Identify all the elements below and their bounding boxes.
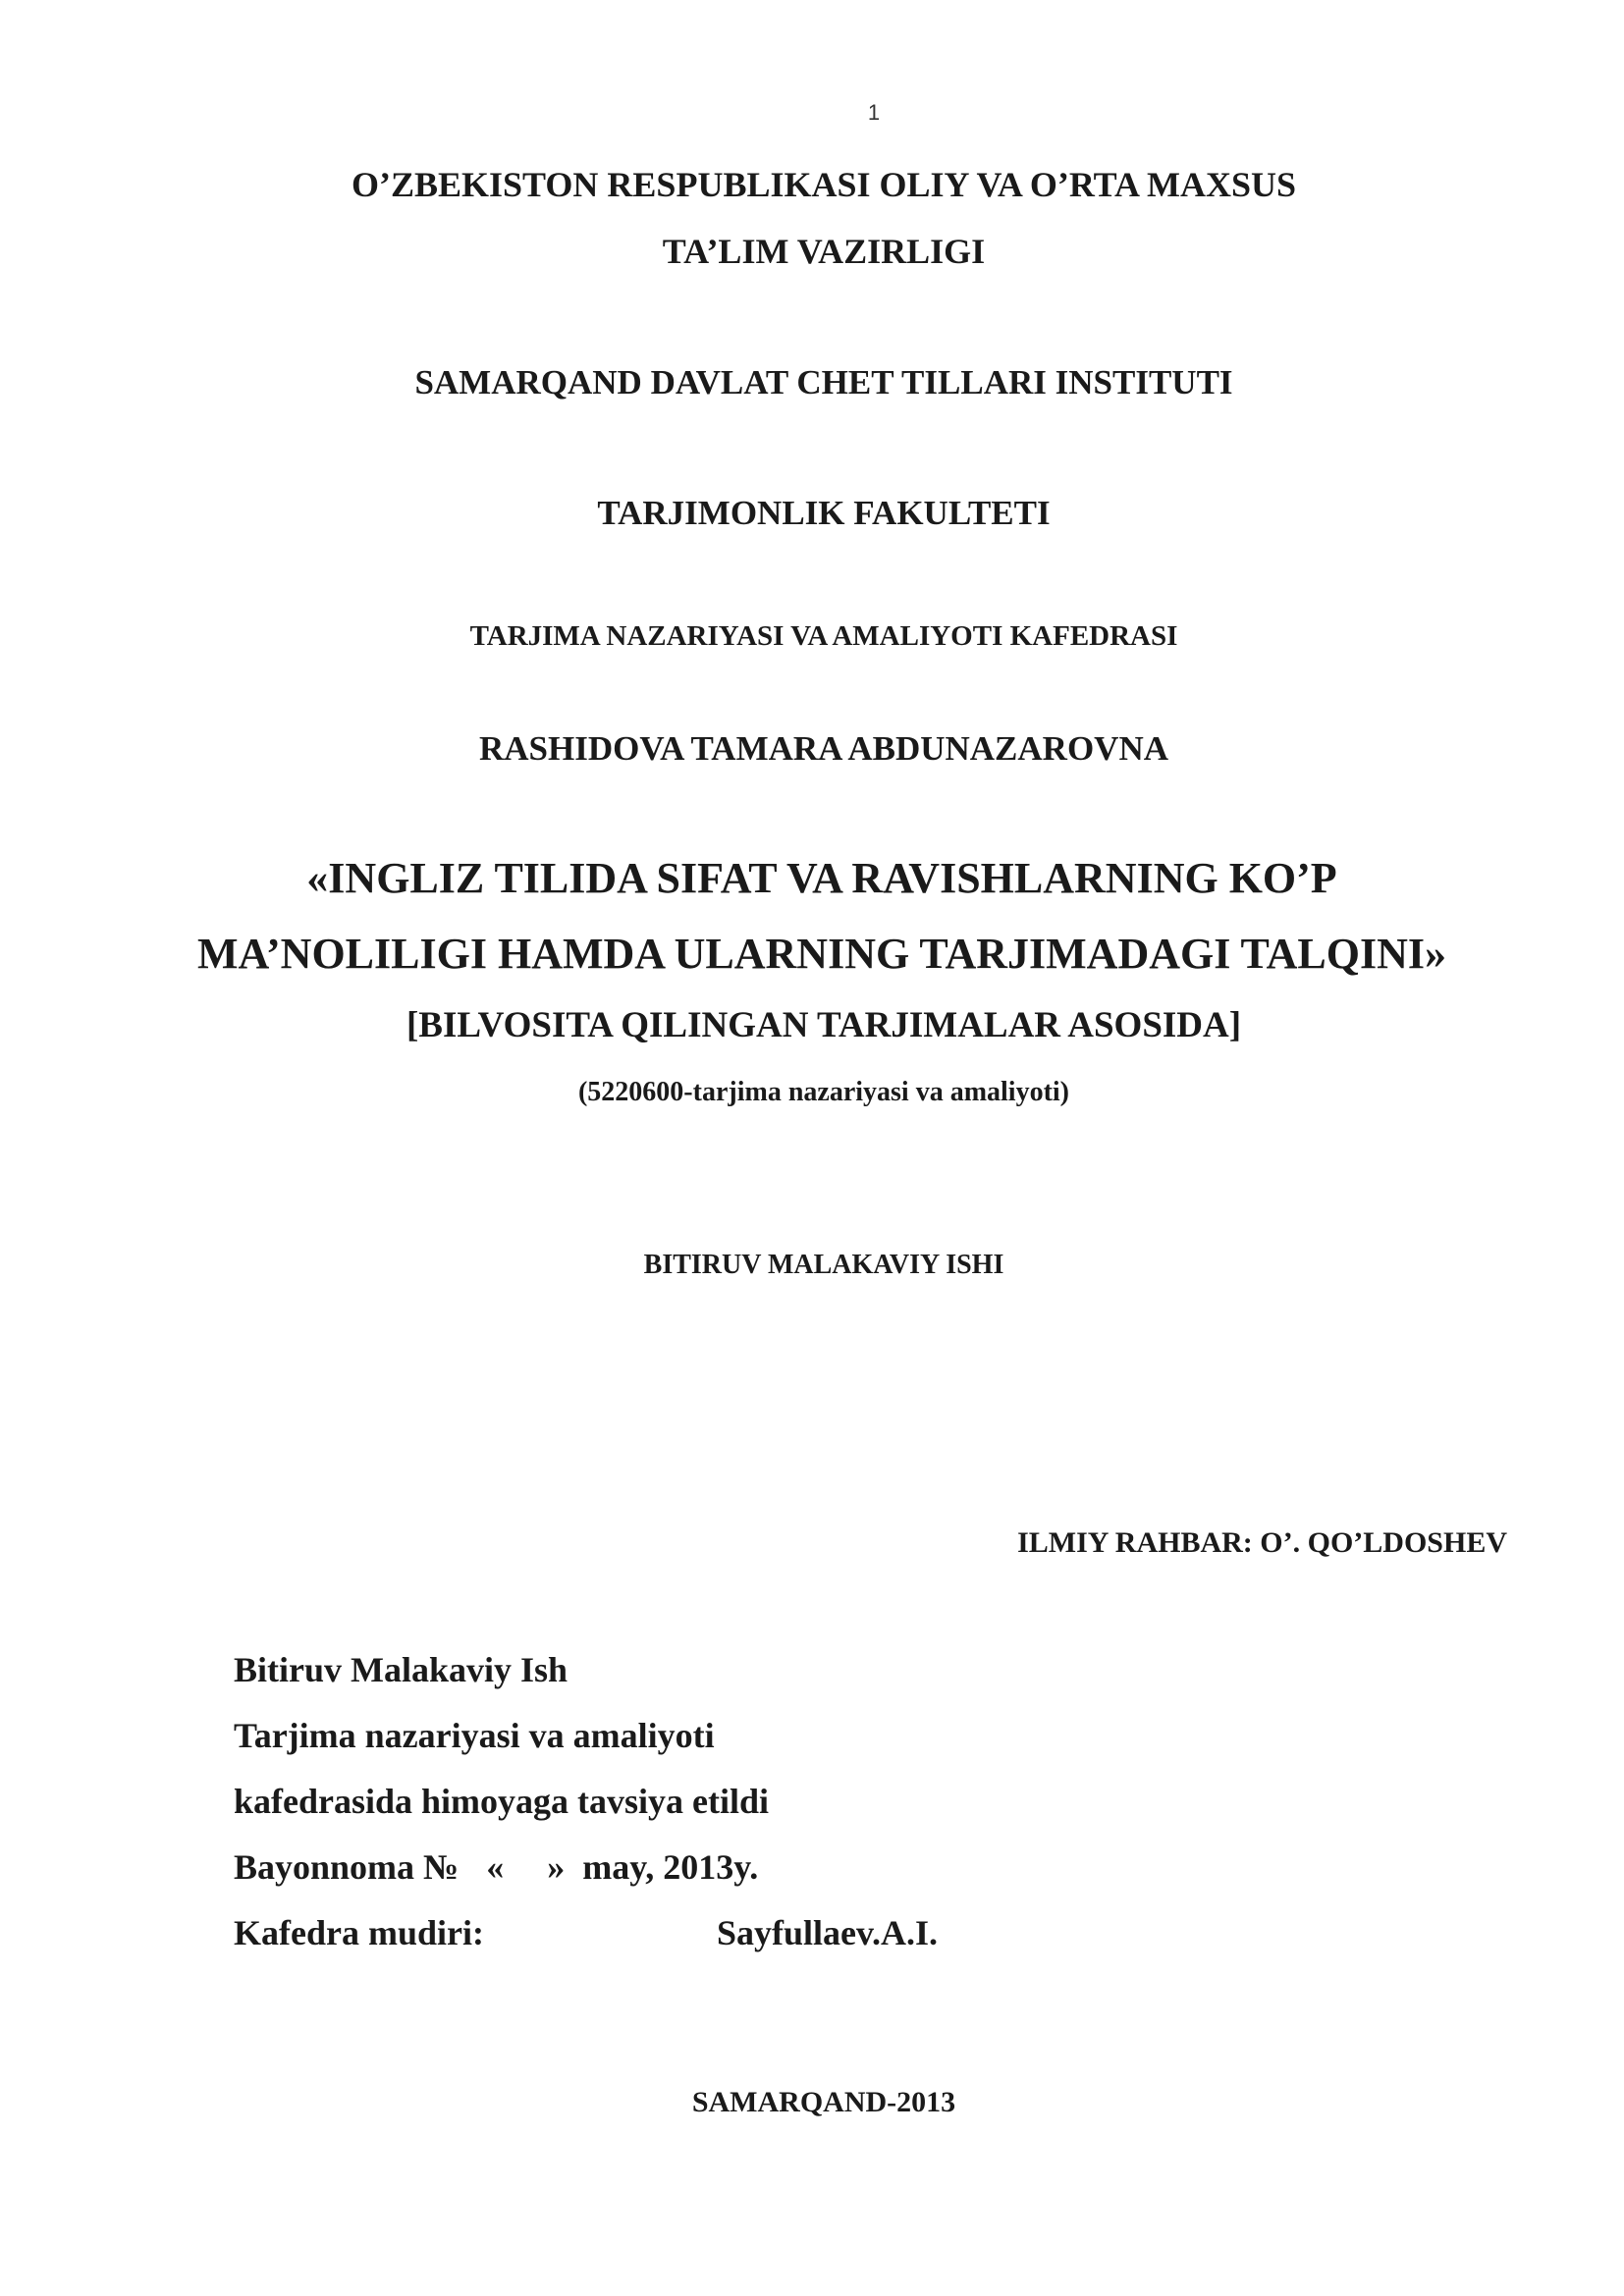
department-head-line <box>234 1900 939 1966</box>
institute-name: SAMARQAND DAVLAT CHET TILLARI INSTITUTI <box>414 363 1233 401</box>
protocol-label: Bayonnoma № <box>234 1847 460 1887</box>
approval-line-1: Bitiruv Malakaviy Ish <box>234 1650 568 1689</box>
specialty-code: (5220600-tarjima nazariyasi va amaliyoti) <box>577 1077 1070 1107</box>
ministry-line-1: O’ZBEKISTON RESPUBLIKASI OLIY VA O’RTA MAXSUS <box>352 165 1296 204</box>
city-year: SAMARQAND-2013 <box>691 2086 956 2118</box>
department-head-name: Sayfullaev.A.I. <box>717 1913 939 1952</box>
thesis-title-line-1: «INGLIZ TILIDA SIFAT VA RAVISHLARNING KO’P <box>306 854 1337 902</box>
page-number: 1 <box>867 100 881 125</box>
approval-block <box>234 1637 939 1966</box>
approval-line-3: kafedrasida himoyaga tavsiya etildi <box>234 1782 770 1821</box>
faculty-name: TARJIMONLIK FAKULTETI <box>597 494 1051 532</box>
thesis-subtitle: [BILVOSITA QILINGAN TARJIMALAR ASOSIDA] <box>406 1005 1242 1045</box>
protocol-line <box>234 1835 769 1900</box>
department-name: TARJIMA NAZARIYASI VA AMALIYOTI KAFEDRASI <box>469 620 1178 652</box>
supervisor: ILMIY RAHBAR: O’. QO’LDOSHEV <box>1017 1526 1507 1559</box>
work-type: BITIRUV MALAKAVIY ISHI <box>643 1250 1004 1280</box>
department-head-label: Kafedra mudiri: <box>234 1913 484 1952</box>
protocol-date: may, 2013y. <box>582 1847 759 1887</box>
approval-line-2: Tarjima nazariyasi va amaliyoti <box>234 1716 715 1755</box>
thesis-title-line-2: MA’NOLILIGI HAMDA ULARNING TARJIMADAGI TALQINI» <box>196 930 1447 978</box>
ministry-line-2: TA’LIM VAZIRLIGI <box>662 232 986 271</box>
quote-close: » <box>547 1847 566 1887</box>
author-name: RASHIDOVA TAMARA ABDUNAZAROVNA <box>478 729 1169 768</box>
quote-open: « <box>486 1847 505 1887</box>
